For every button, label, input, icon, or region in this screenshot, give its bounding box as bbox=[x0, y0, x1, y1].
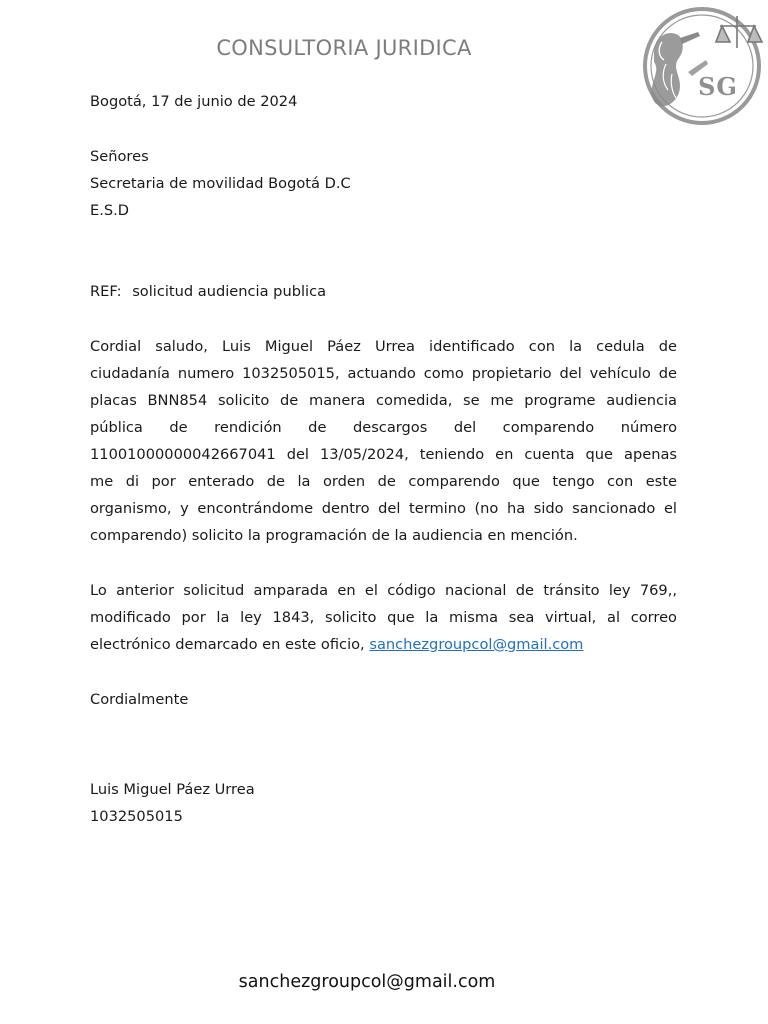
paragraph-line: Cordial saludo, Luis Miguel Páez Urrea identificado con la cedula de bbox=[90, 338, 677, 355]
paragraph-line: modificado por la ley 1843, solicito que la misma sea virtual, al correo bbox=[90, 609, 677, 626]
body-paragraph-2 bbox=[90, 577, 677, 658]
letter-date bbox=[90, 88, 677, 115]
paragraph-line-with-email bbox=[90, 631, 677, 658]
addressee-line: E.S.D bbox=[90, 202, 129, 219]
signature-block bbox=[90, 776, 677, 830]
logo-monogram: SG bbox=[698, 72, 738, 101]
addressee-block bbox=[90, 143, 677, 224]
reference-label: REF: bbox=[90, 283, 122, 300]
paragraph-line: 11001000000042667041 del 13/05/2024, teniendo en cuenta que apenas bbox=[90, 446, 677, 463]
paragraph-text: electrónico demarcado en este oficio, bbox=[90, 636, 365, 653]
body-paragraph-1 bbox=[90, 333, 677, 549]
addressee-line: Señores bbox=[90, 148, 149, 165]
closing bbox=[90, 686, 677, 713]
paragraph-line: comparendo) solicito la programación de la audiencia en mención. bbox=[90, 527, 578, 544]
footer-email: sanchezgroupcol@gmail.com bbox=[238, 972, 496, 992]
paragraph-line: placas BNN854 solicito de manera comedida, se me programe audiencia bbox=[90, 392, 677, 409]
date-line: Bogotá, 17 de junio de 2024 bbox=[90, 93, 298, 110]
reference-line bbox=[90, 278, 677, 305]
email-link[interactable]: sanchezgroupcol@gmail.com bbox=[369, 636, 584, 653]
reference-text: solicitud audiencia publica bbox=[132, 283, 327, 300]
closing-text: Cordialmente bbox=[90, 691, 189, 708]
page-title: CONSULTORIA JURIDICA bbox=[216, 36, 472, 60]
addressee-line: Secretaria de movilidad Bogotá D.C bbox=[90, 175, 351, 192]
paragraph-line: pública de rendición de descargos del comparendo número bbox=[90, 419, 677, 436]
paragraph-line: organismo, y encontrándome dentro del termino (no ha sido sancionado el bbox=[90, 500, 677, 517]
paragraph-line: me di por enterado de la orden de comparendo que tengo con este bbox=[90, 473, 677, 490]
signature-name: Luis Miguel Páez Urrea bbox=[90, 781, 255, 798]
paragraph-line: ciudadanía numero 1032505015, actuando como propietario del vehículo de bbox=[90, 365, 677, 382]
signature-id-number: 1032505015 bbox=[90, 808, 183, 825]
paragraph-line: Lo anterior solicitud amparada en el código nacional de tránsito ley 769,, bbox=[90, 582, 677, 599]
